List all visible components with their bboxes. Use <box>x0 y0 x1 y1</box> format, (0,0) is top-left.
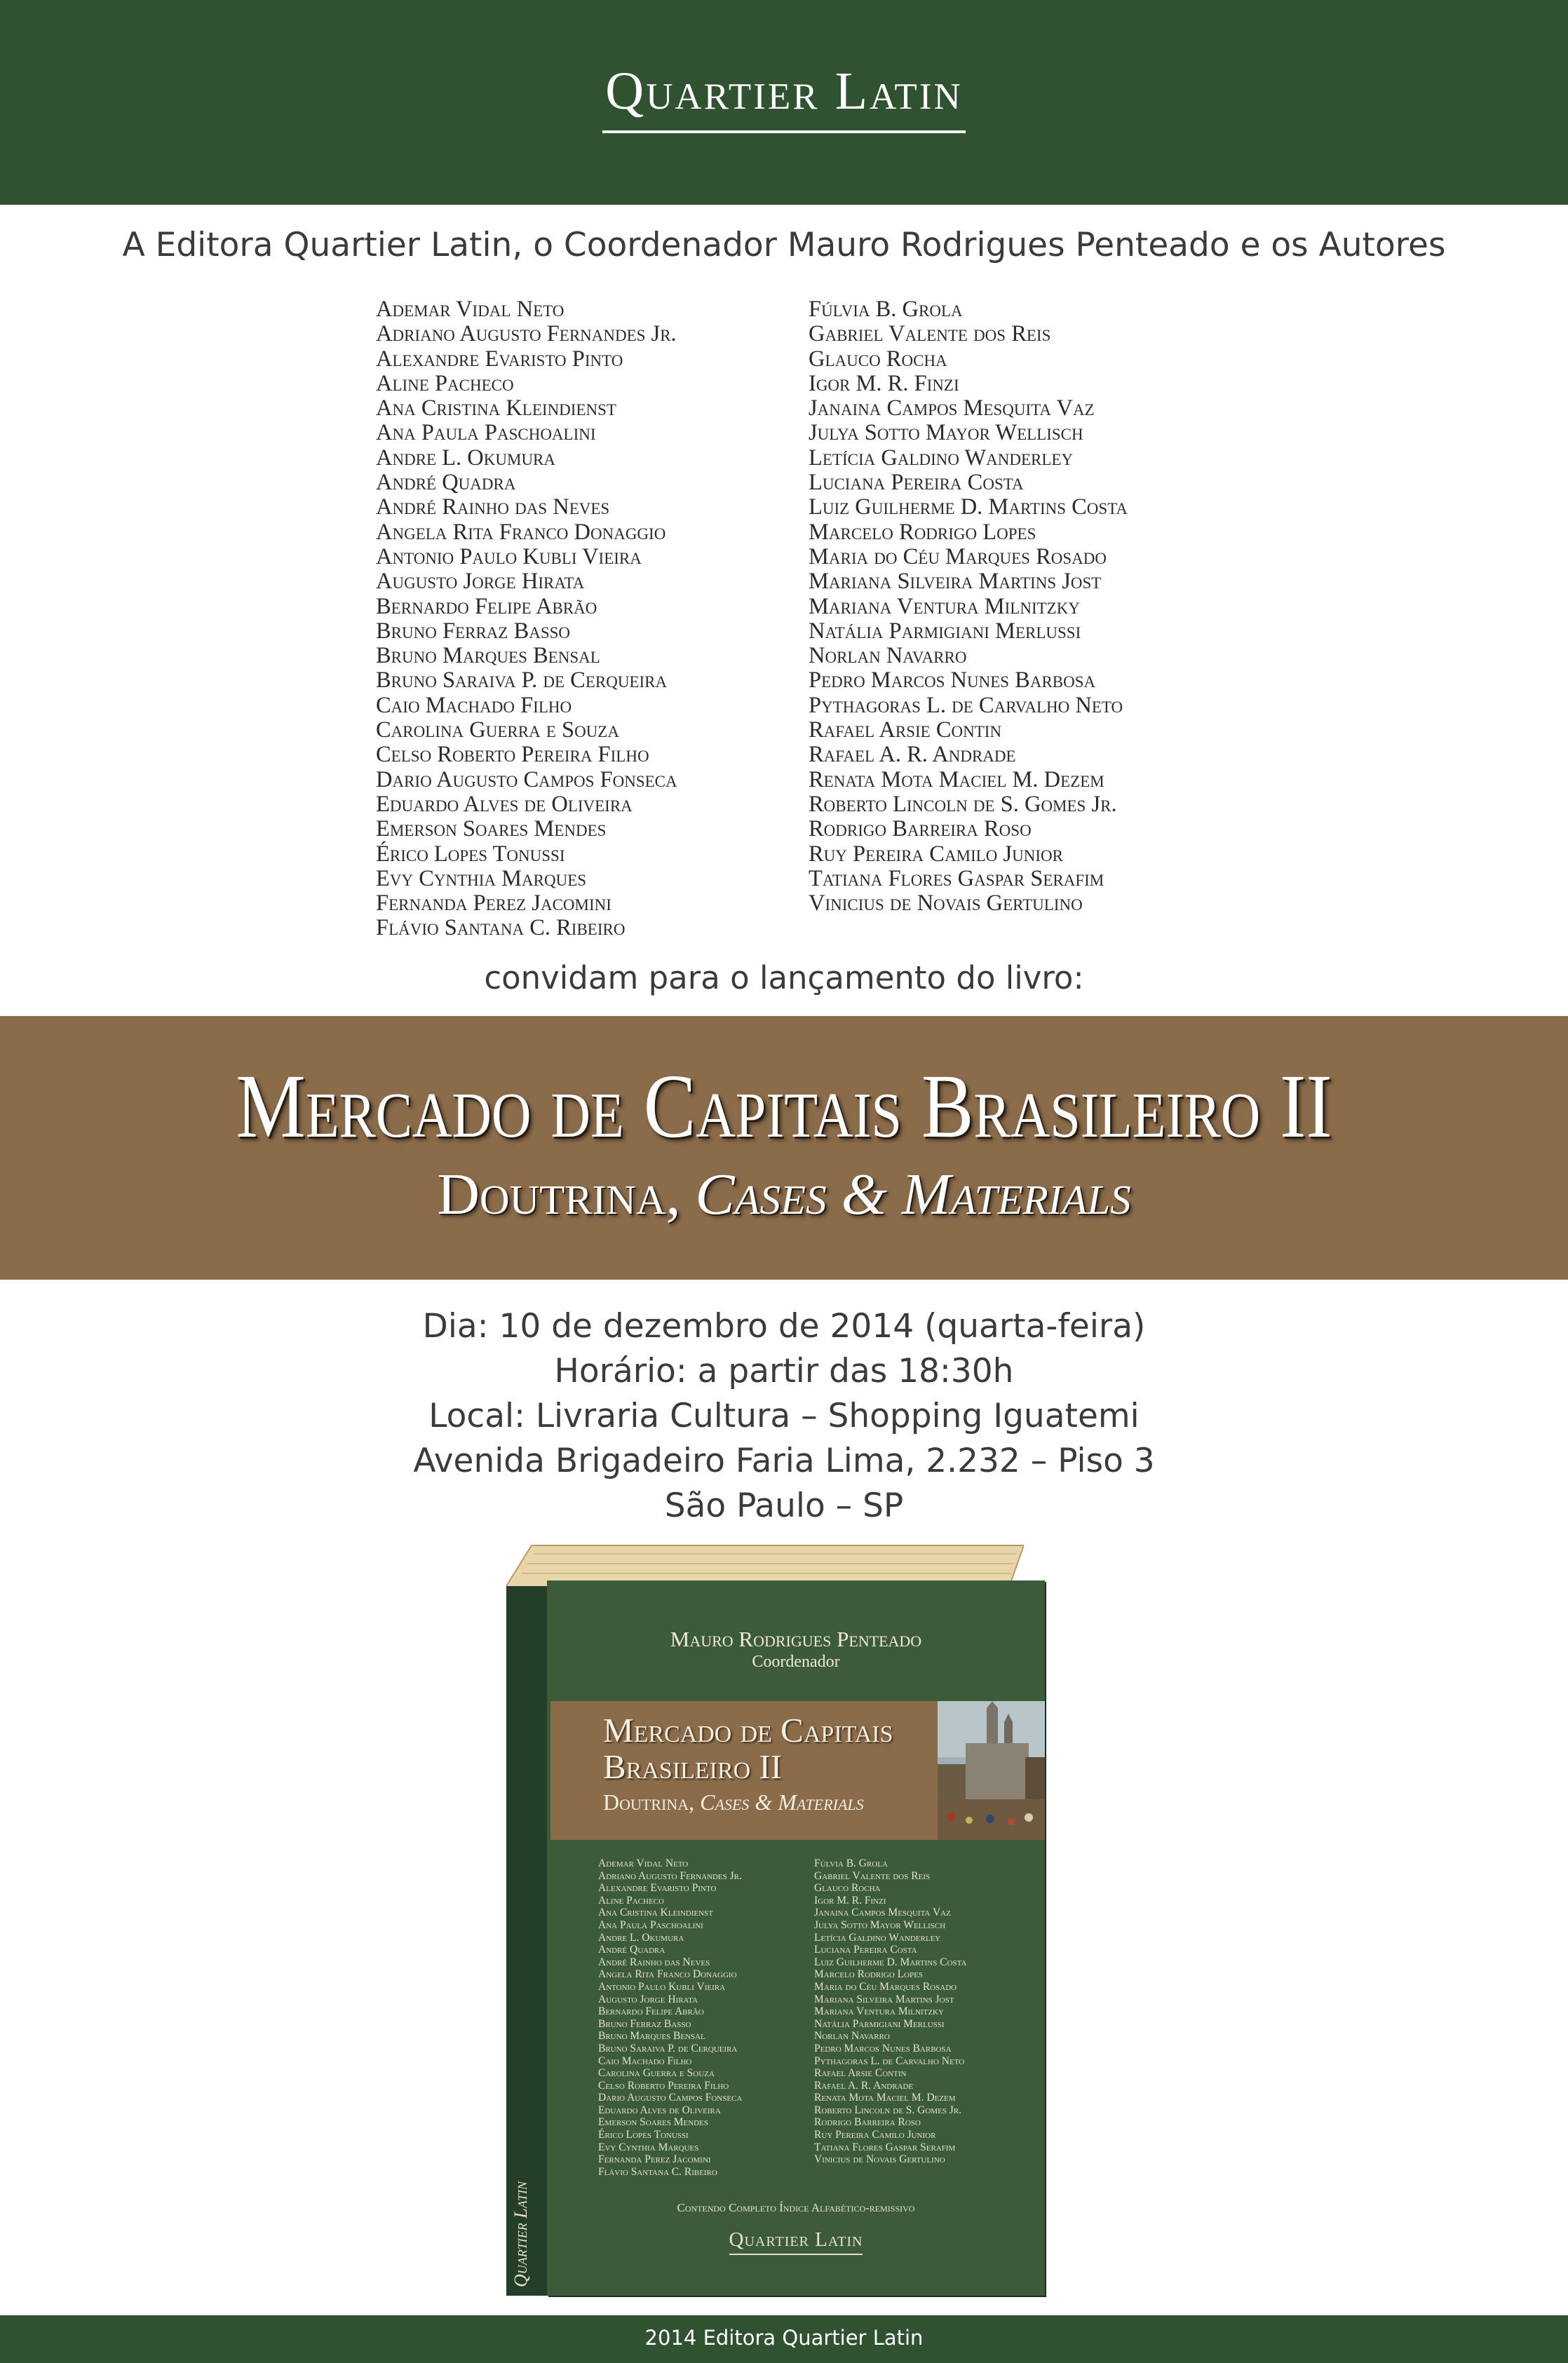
author-name: Pythagoras L. de Carvalho Neto <box>809 692 1123 718</box>
author-name: Evy Cynthia Marques <box>376 865 587 891</box>
cover-author-name: Natália Parmigiani Merlussi <box>814 2017 945 2030</box>
cover-subtitle: Doutrina, Cases & Materials <box>603 1789 864 1815</box>
author-name: Roberto Lincoln de S. Gomes Jr. <box>809 791 1117 817</box>
cover-author-name: Caio Machado Filho <box>598 2054 692 2067</box>
cover-author-name: Pedro Marcos Nunes Barbosa <box>814 2042 952 2054</box>
cover-title-line1: Mercado de Capitais <box>603 1711 893 1749</box>
author-name: Julya Sotto Mayor Wellisch <box>809 420 1083 446</box>
book-spine <box>506 1586 548 2296</box>
cover-author-name: Igor M. R. Finzi <box>814 1894 886 1907</box>
cover-author-name: Gabriel Valente dos Reis <box>814 1869 931 1882</box>
cover-author-name: Antonio Paulo Kubli Vieira <box>598 1980 726 1993</box>
cover-author-name: Emerson Soares Mendes <box>598 2116 708 2129</box>
author-name: Tatiana Flores Gaspar Serafim <box>809 865 1104 891</box>
cover-author-name: Érico Lopes Tonussi <box>598 2129 689 2141</box>
invite-text: convidam para o lançamento do livro: <box>484 959 1084 996</box>
author-name: Antonio Paulo Kubli Vieira <box>376 543 642 569</box>
author-name: Fúlvia B. Grola <box>809 297 963 322</box>
cover-authors-list-left <box>598 1857 742 2178</box>
cover-author-name: Alexandre Evaristo Pinto <box>598 1882 717 1895</box>
spine-label: Quartier Latin <box>511 2181 531 2287</box>
event-city: São Paulo – SP <box>664 1487 904 1525</box>
event-time: Horário: a partir das 18:30h <box>554 1352 1014 1390</box>
header-band <box>0 0 1568 205</box>
author-name: Rodrigo Barreira Roso <box>809 816 1032 842</box>
author-name: Igor M. R. Finzi <box>809 370 959 396</box>
cover-author-name: Pythagoras L. de Carvalho Neto <box>814 2054 965 2067</box>
author-name: Augusto Jorge Hirata <box>376 569 585 595</box>
author-name: Andre L. Okumura <box>376 445 556 470</box>
cover-author-name: Rodrigo Barreira Roso <box>814 2116 921 2129</box>
footer-text: 2014 Editora Quartier Latin <box>644 2326 924 2350</box>
author-name: Letícia Galdino Wanderley <box>809 445 1074 470</box>
author-name: Érico Lopes Tonussi <box>376 841 565 867</box>
author-name: Mariana Ventura Milnitzky <box>809 593 1080 619</box>
cover-author-name: Letícia Galdino Wanderley <box>814 1931 941 1944</box>
author-name: Marcelo Rodrigo Lopes <box>809 519 1036 545</box>
cover-author-name: Bruno Saraiva P. de Cerqueira <box>598 2042 738 2054</box>
author-name: Bruno Ferraz Basso <box>376 618 571 644</box>
title-band <box>0 1016 1568 1280</box>
author-name: Luiz Guilherme D. Martins Costa <box>809 494 1128 520</box>
authors-list-right <box>809 297 1128 916</box>
author-name: Gabriel Valente dos Reis <box>809 321 1051 347</box>
cover-author-name: Bernardo Felipe Abrão <box>598 2005 704 2018</box>
cover-author-name: Mariana Silveira Martins Jost <box>814 1993 954 2005</box>
author-name: Dario Augusto Campos Fonseca <box>376 766 677 792</box>
book-subtitle: Doutrina, Cases & Materials <box>437 1162 1131 1227</box>
cover-author-name: Roberto Lincoln de S. Gomes Jr. <box>814 2104 962 2116</box>
cover-authors-list-right <box>814 1857 966 2166</box>
cover-author-name: Fernanda Perez Jacomini <box>598 2153 711 2166</box>
cover-author-name: Adriano Augusto Fernandes Jr. <box>598 1869 742 1882</box>
author-name: Carolina Guerra e Souza <box>376 717 619 743</box>
author-name: Adriano Augusto Fernandes Jr. <box>376 321 677 347</box>
authors-list-left <box>376 297 677 941</box>
author-name: Eduardo Alves de Oliveira <box>376 791 633 817</box>
cover-title-line2: Brasileiro II <box>603 1747 783 1786</box>
author-name: Norlan Navarro <box>809 643 967 669</box>
cover-author-name: Luiz Guilherme D. Martins Costa <box>814 1956 967 1968</box>
cover-author-name: André Quadra <box>598 1944 665 1956</box>
author-name: Ana Paula Paschoalini <box>376 420 596 446</box>
cover-author-name: Maria do Céu Marques Rosado <box>814 1980 957 1993</box>
cover-author-name: Renata Mota Maciel M. Dezem <box>814 2092 956 2104</box>
cover-author-name: Rafael A. R. Andrade <box>814 2079 914 2092</box>
author-name: Maria do Céu Marques Rosado <box>809 543 1107 569</box>
author-name: Vinicius de Novais Gertulino <box>809 891 1083 916</box>
author-name: Ana Cristina Kleindienst <box>376 395 616 421</box>
author-name: Rafael A. R. Andrade <box>809 742 1016 768</box>
cover-author-name: Fúlvia B. Grola <box>814 1857 888 1869</box>
event-place: Local: Livraria Cultura – Shopping Iguatemi <box>428 1397 1140 1435</box>
cathedral-painting-image <box>938 1701 1045 1840</box>
book-title: Mercado de Capitais Brasileiro II <box>236 1056 1332 1157</box>
cover-author-name: Bruno Ferraz Basso <box>598 2017 691 2030</box>
author-name: Angela Rita Franco Donaggio <box>376 519 666 545</box>
author-name: Glauco Rocha <box>809 346 947 372</box>
author-name: Caio Machado Filho <box>376 692 572 718</box>
cover-author-name: Luciana Pereira Costa <box>814 1944 917 1956</box>
author-name: Pedro Marcos Nunes Barbosa <box>809 668 1096 693</box>
cover-author-name: Flávio Santana C. Ribeiro <box>598 2165 717 2178</box>
cover-author-name: Julya Sotto Mayor Wellisch <box>814 1918 946 1931</box>
cover-author-name: Celso Roberto Pereira Filho <box>598 2079 729 2092</box>
cover-author-name: Tatiana Flores Gaspar Serafim <box>814 2141 956 2153</box>
book-cover <box>547 1580 1045 2296</box>
event-details <box>0 1304 1568 1529</box>
author-name: Flávio Santana C. Ribeiro <box>376 915 626 941</box>
cover-author-name: Vinicius de Novais Gertulino <box>814 2153 945 2166</box>
author-name: Alexandre Evaristo Pinto <box>376 346 623 372</box>
author-name: Aline Pacheco <box>376 370 514 396</box>
cover-index-note: Contendo Completo Índice Alfabético-remissivo <box>677 2201 915 2214</box>
cover-author-name: Bruno Marques Bensal <box>598 2030 705 2043</box>
author-name: André Rainho das Neves <box>376 494 610 520</box>
author-name: Ademar Vidal Neto <box>376 297 565 322</box>
author-name: Rafael Arsie Contin <box>809 717 1002 743</box>
cover-author-name: Angela Rita Franco Donaggio <box>598 1968 737 1981</box>
cover-author-name: Glauco Rocha <box>814 1882 881 1895</box>
author-name: Emerson Soares Mendes <box>376 816 607 842</box>
cover-author-name: Augusto Jorge Hirata <box>598 1993 698 2005</box>
cover-author-name: André Rainho das Neves <box>598 1956 710 1968</box>
cover-author-name: Janaina Campos Mesquita Vaz <box>814 1907 951 1919</box>
author-name: Natália Parmigiani Merlussi <box>809 618 1081 644</box>
author-name: Bernardo Felipe Abrão <box>376 593 597 619</box>
author-name: Fernanda Perez Jacomini <box>376 891 611 916</box>
author-name: Renata Mota Maciel M. Dezem <box>809 766 1104 792</box>
author-name: Mariana Silveira Martins Jost <box>809 569 1102 595</box>
cover-author-name: Ruy Pereira Camilo Junior <box>814 2129 936 2141</box>
cover-author-name: Ademar Vidal Neto <box>598 1857 689 1869</box>
cover-author-name: Evy Cynthia Marques <box>598 2141 699 2153</box>
cover-author-name: Carolina Guerra e Souza <box>598 2067 715 2080</box>
author-name: Bruno Marques Bensal <box>376 643 600 669</box>
cover-author: Mauro Rodrigues Penteado <box>670 1627 922 1651</box>
publisher-logo: Quartier Latin <box>0 65 1568 118</box>
cover-author-name: Norlan Navarro <box>814 2030 890 2043</box>
author-name: Bruno Saraiva P. de Cerqueira <box>376 668 668 693</box>
author-name: Ruy Pereira Camilo Junior <box>809 841 1063 867</box>
footer-band <box>0 2315 1568 2363</box>
event-address: Avenida Brigadeiro Faria Lima, 2.232 – Piso 3 <box>413 1442 1155 1480</box>
intro-text: A Editora Quartier Latin, o Coordenador Mauro Rodrigues Penteado e os Autores <box>122 226 1446 264</box>
cover-author-name: Aline Pacheco <box>598 1894 664 1907</box>
cover-author-name: Mariana Ventura Milnitzky <box>814 2005 944 2018</box>
cover-author-name: Ana Paula Paschoalini <box>598 1918 703 1931</box>
cover-author-name: Eduardo Alves de Oliveira <box>598 2104 721 2116</box>
cover-author-name: Ana Cristina Kleindienst <box>598 1907 713 1919</box>
author-name: Celso Roberto Pereira Filho <box>376 742 649 768</box>
cover-author-name: Rafael Arsie Contin <box>814 2067 907 2080</box>
cover-author-name: Dario Augusto Campos Fonseca <box>598 2092 743 2104</box>
author-name: Luciana Pereira Costa <box>809 470 1024 496</box>
author-name: Janaina Campos Mesquita Vaz <box>809 395 1095 421</box>
cover-author-name: Marcelo Rodrigo Lopes <box>814 1968 924 1981</box>
cover-role: Coordenador <box>752 1653 840 1671</box>
cover-author-name: Andre L. Okumura <box>598 1931 684 1944</box>
author-name: André Quadra <box>376 470 516 496</box>
event-date: Dia: 10 de dezembro de 2014 (quarta-feira) <box>422 1307 1146 1346</box>
cover-publisher-logo: Quartier Latin <box>547 2228 1045 2252</box>
